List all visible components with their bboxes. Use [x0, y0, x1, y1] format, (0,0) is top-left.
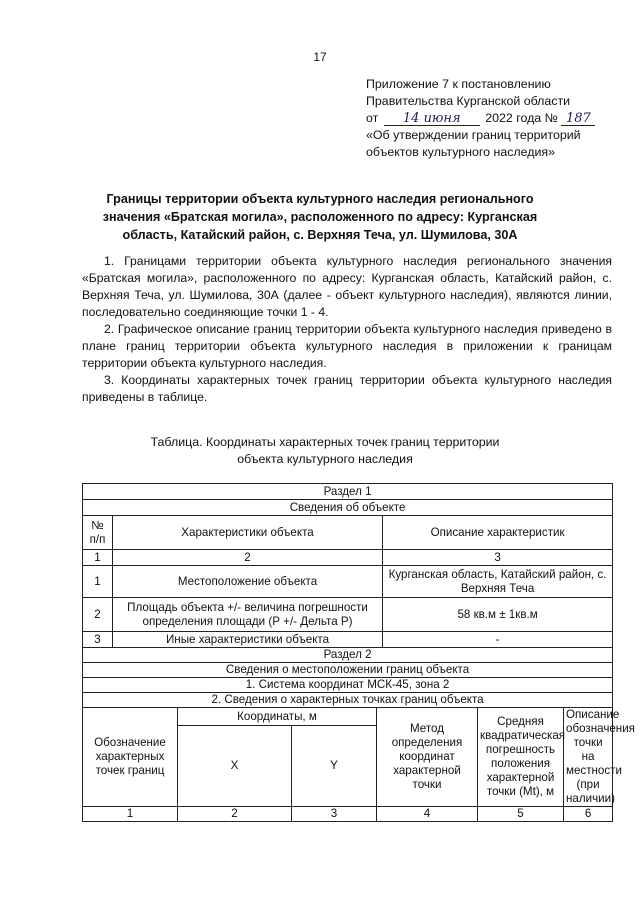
row-name: Площадь объекта +/- величина погрешности определения площади (Р +/- Дельта Р)	[113, 598, 383, 632]
appendix-line-2: Правительства Курганской области	[366, 94, 571, 108]
page-number: 17	[313, 50, 327, 64]
table-row	[83, 566, 613, 598]
appendix-date-line	[366, 110, 628, 127]
header-coordinates: Координаты, м	[178, 708, 377, 726]
header-method: Метод определения координат характерной точки	[377, 708, 478, 807]
paragraph-1: 1. Границами территории объекта культурного наследия регионального значения «Братская могила», расположенного по адресу: Курганская область, Катайский район, с. Верхняя Теча, ул. Шумилова, 30А (далее - объект культурного наследия), являются линии, последовательно соединяющие точки 1 - 4.	[82, 254, 612, 319]
header-description: Описание характеристик	[383, 516, 613, 550]
row-num: 2	[83, 598, 113, 632]
colnum-3: 3	[383, 550, 613, 566]
row-name: Иные характеристики объекта	[113, 632, 383, 648]
table-caption-line-1: Таблица. Координаты характерных точек границ территории	[150, 435, 500, 449]
table-row	[83, 598, 613, 632]
row-value: 58 кв.м ± 1кв.м	[383, 598, 613, 632]
paragraph-3: 3. Координаты характерных точек границ территории объекта культурного наследия приведены в таблице.	[82, 373, 612, 404]
coordinates-table	[82, 483, 635, 822]
points-title: 2. Сведения о характерных точках границ объекта	[83, 693, 613, 708]
header-x: X	[178, 726, 292, 807]
header-characteristics: Характеристики объекта	[113, 516, 383, 550]
s2-colnum-1: 1	[83, 807, 178, 822]
row-num: 1	[83, 566, 113, 598]
colnum-1: 1	[83, 550, 113, 566]
colnum-2: 2	[113, 550, 383, 566]
handwritten-date: 14 июня	[384, 112, 480, 126]
body-text	[82, 253, 612, 406]
table-row	[83, 632, 613, 648]
section-1-title: Сведения об объекте	[83, 500, 613, 516]
section-1-header: Раздел 1	[83, 484, 613, 500]
number-prefix: №	[544, 111, 558, 125]
section-2-title: Сведения о местоположении границ объекта	[83, 663, 613, 678]
header-num: № п/п	[83, 516, 113, 550]
header-y: Y	[292, 726, 377, 807]
date-prefix: от	[366, 111, 379, 125]
appendix-line-4: «Об утверждении границ территорий	[366, 128, 581, 142]
row-value: -	[383, 632, 613, 648]
s2-colnum-3: 3	[292, 807, 377, 822]
appendix-header	[366, 76, 628, 161]
handwritten-number: 187	[561, 112, 595, 126]
table-caption-line-2: объекта культурного наследия	[237, 452, 413, 466]
row-value: Курганская область, Катайский район, с. Верхняя Теча	[383, 566, 613, 598]
document-title: Границы территории объекта культурного наследия регионального значения «Братская могила», расположенного по адресу: Курганская область, Катайский район, с. Верхняя Теча, ул. Шумилова, 30А	[102, 192, 538, 242]
s2-colnum-6: 6	[564, 807, 613, 822]
paragraph-2: 2. Графическое описание границ территории объекта культурного наследия приведено в плане границ территории объекта культурного наследия в приложении к границам территории объекта культурного наследия.	[82, 322, 612, 370]
s2-colnum-2: 2	[178, 807, 292, 822]
row-num: 3	[83, 632, 113, 648]
s2-colnum-4: 4	[377, 807, 478, 822]
header-error: Средняя квадратическая погрешность положения характерной точки (Mt), м	[478, 708, 564, 807]
header-designation: Обозначение характерных точек границ	[83, 708, 178, 807]
appendix-line-1: Приложение 7 к постановлению	[366, 77, 551, 91]
date-year: 2022 года	[485, 111, 542, 125]
table-caption	[150, 434, 500, 468]
s2-colnum-5: 5	[478, 807, 564, 822]
coordinate-system: 1. Система координат МСК-45, зона 2	[83, 678, 613, 693]
section-2-header: Раздел 2	[83, 648, 613, 663]
appendix-line-5: объектов культурного наследия»	[366, 145, 556, 159]
row-name: Местоположение объекта	[113, 566, 383, 598]
header-point-description: Описание обозначения точки на местности (при наличии)	[564, 708, 613, 807]
